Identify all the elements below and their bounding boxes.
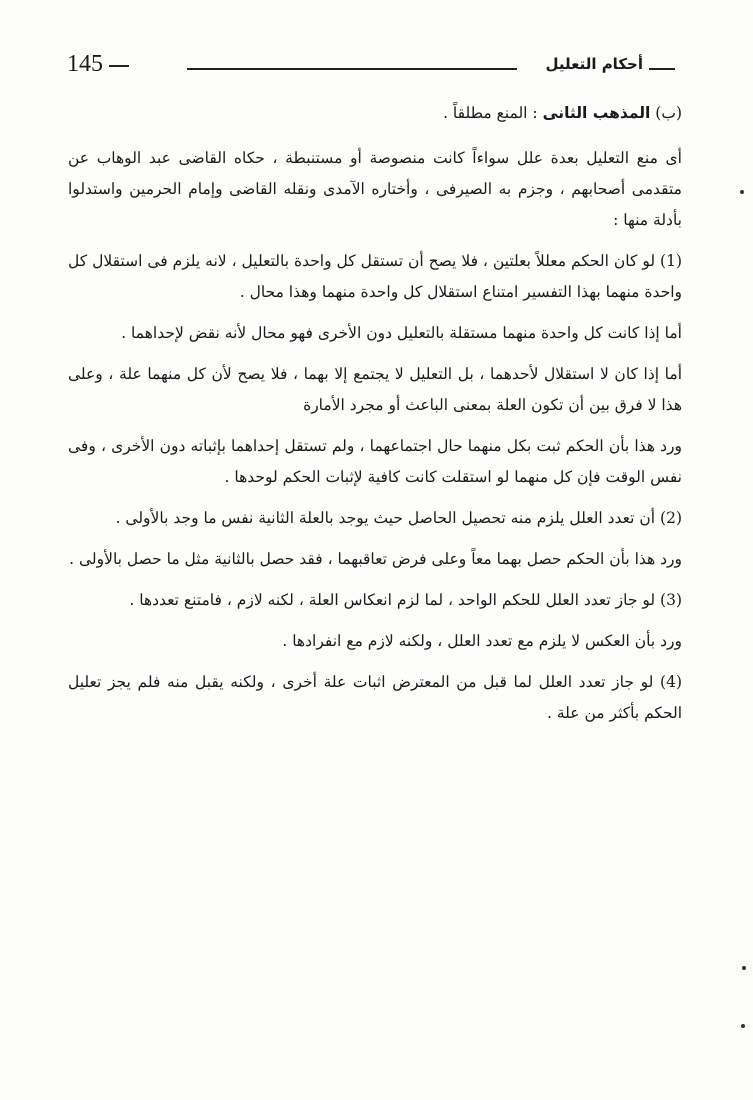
heading-label: (ب) (650, 104, 682, 122)
page-number: 145 (67, 51, 103, 77)
header-rule (187, 68, 517, 70)
paragraph: ورد هذا بأن الحكم ثبت بكل منهما حال اجتماعهما ، ولم تستقل إحداهما بإثباته دون الأخرى ، وفى نفس الوقت فإن كل منهما لو استقلت كانت كافية لإثبات الحكم لوحدها . (68, 437, 682, 486)
margin-speck (741, 1024, 745, 1028)
margin-speck (742, 966, 746, 970)
section-heading (68, 98, 682, 129)
page-header (55, 46, 675, 80)
paragraph: (4) لو جاز تعدد العلل لما قبل من المعترض اثبات علة أخرى ، ولكنه يقبل منه فلم يجز تعليل الحكم بأكثر من علة . (68, 673, 682, 722)
paragraph: أما إذا كانت كل واحدة منهما مستقلة بالتعليل دون الأخرى فهو محال لأنه نقض لإحداهما . (121, 324, 682, 342)
paragraph: (1) لو كان الحكم معللاً بعلتين ، فلا يصح أن تستقل كل واحدة بالتعليل ، لانه يلزم فى استقلال كل واحدة منهما بهذا التفسير امتناع استقلال كل واحدة منهما وهذا محال . (68, 252, 682, 301)
heading-rest: : المنع مطلقاً . (443, 104, 543, 122)
header-dash-left (109, 65, 129, 67)
margin-speck (740, 190, 744, 194)
paragraph: (2) أن تعدد العلل يلزم منه تحصيل الحاصل حيث يوجد بالعلة الثانية نفس ما وجد بالأولى . (115, 509, 682, 527)
paragraph: أما إذا كان لا استقلال لأحدهما ، بل التعليل لا يجتمع إلا بهما ، فلا يصح لأن كل منهما علة ، وعلى هذا لا فرق بين أن تكون العلة بمعنى الباعث أو مجرد الأمارة (68, 365, 682, 414)
page-body (68, 98, 682, 739)
paragraph: أى منع التعليل بعدة علل سواءاً كانت منصوصة أو مستنبطة ، حكاه القاضى عبد الوهاب عن متقدمى أصحابهم ، وجزم به الصيرفى ، وأختاره الآمدى ونقله القاضى وإمام الحرمين واستدلوا بأدلة منها : (68, 149, 682, 229)
running-title: أحكام التعليل (545, 55, 643, 73)
header-dash-right (649, 68, 675, 70)
paragraph: (3) لو جاز تعدد العلل للحكم الواحد ، لما لزم انعكاس العلة ، لكنه لازم ، فامتنع تعددها . (129, 591, 682, 609)
paragraph: ورد بأن العكس لا يلزم مع تعدد العلل ، ولكنه لازم مع انفرادها . (282, 632, 682, 650)
paragraph: ورد هذا بأن الحكم حصل بهما معاً وعلى فرض تعاقبهما ، فقد حصل بالثانية مثل ما حصل بالأولى . (69, 550, 682, 568)
page-number-group (67, 50, 137, 78)
heading-term: المذهب الثانى (542, 104, 651, 122)
